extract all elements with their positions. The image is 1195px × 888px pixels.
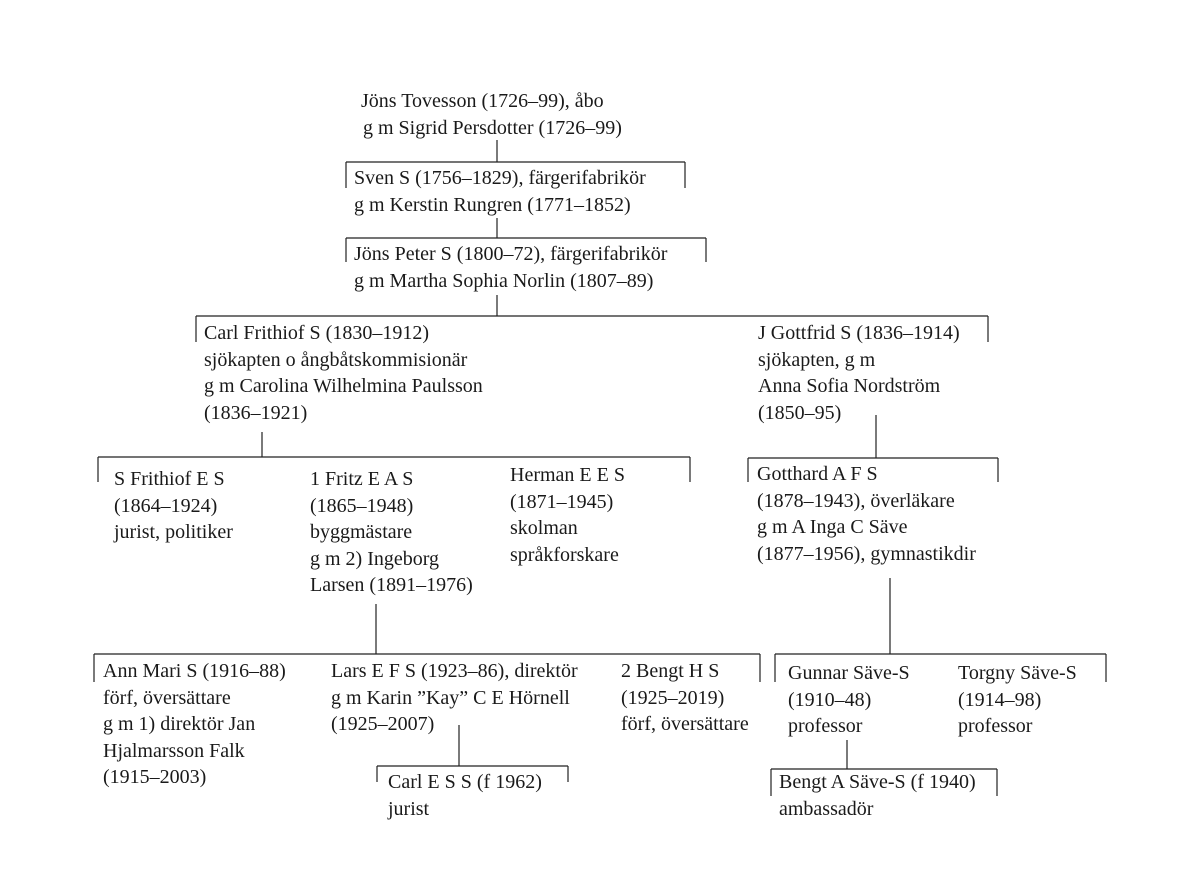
person-line: Gunnar Säve-S (788, 662, 910, 684)
person-line: (1865–1948) (310, 494, 414, 517)
person-line: g m A Inga C Säve (757, 516, 908, 538)
person-carl-frithiof (204, 320, 483, 426)
person-gotthard (757, 461, 976, 567)
person-sven (354, 165, 646, 218)
person-ann-mari (103, 658, 286, 791)
person-bengt-h (621, 658, 749, 738)
person-line: (1925–2019) (621, 686, 725, 709)
person-line: förf, översättare (103, 686, 231, 709)
person-line: 2 Bengt H S (621, 660, 720, 682)
person-torgny (958, 660, 1077, 740)
person-line: g m Kerstin Rungren (1771–1852) (354, 193, 631, 216)
person-line: 1 Fritz E A S (310, 468, 414, 490)
person-line: Anna Sofia Nordström (758, 375, 941, 397)
person-line: jurist (388, 797, 430, 820)
person-line: jurist, politiker (114, 521, 233, 543)
person-line: g m Karin ”Kay” C E Hörnell (331, 686, 570, 709)
person-line: Ann Mari S (1916–88) (103, 660, 286, 682)
person-jons-tovesson (361, 88, 622, 141)
person-line: S Frithiof E S (114, 468, 225, 490)
person-j-gottfrid (758, 320, 960, 426)
person-line: (1864–1924) (114, 494, 218, 517)
person-line: Lars E F S (1923–86), direktör (331, 660, 578, 682)
person-line: sjökapten, g m (758, 348, 876, 371)
person-bengt-a (779, 769, 976, 822)
person-line: Jöns Tovesson (1726–99), åbo (361, 90, 604, 112)
person-fritz (310, 466, 473, 599)
person-line: (1914–98) (958, 688, 1042, 711)
person-line: (1850–95) (758, 401, 842, 424)
person-line: språkforskare (510, 543, 619, 566)
person-line: Sven S (1756–1829), färgerifabrikör (354, 167, 646, 189)
person-line: g m Carolina Wilhelmina Paulsson (204, 375, 483, 397)
person-line: (1878–1943), överläkare (757, 489, 955, 512)
person-line: professor (958, 715, 1033, 737)
person-line: J Gottfrid S (1836–1914) (758, 322, 960, 344)
person-jons-peter (354, 241, 667, 294)
person-line: (1871–1945) (510, 490, 614, 513)
person-line: skolman (510, 517, 578, 539)
person-carl-e (388, 769, 542, 822)
person-line: Bengt A Säve-S (f 1940) (779, 771, 976, 793)
person-line: (1910–48) (788, 688, 872, 711)
person-line: g m Martha Sophia Norlin (1807–89) (354, 269, 654, 292)
person-line: förf, översättare (621, 713, 749, 735)
person-line: Gotthard A F S (757, 463, 878, 485)
person-line: ambassadör (779, 797, 874, 820)
person-line: g m 2) Ingeborg (310, 547, 440, 570)
person-line: Herman E E S (510, 464, 625, 486)
person-lars (331, 658, 578, 738)
person-line: (1836–1921) (204, 401, 308, 424)
person-line: (1877–1956), gymnastikdir (757, 542, 976, 565)
person-line: sjökapten o ångbåtskommisionär (204, 348, 468, 371)
person-line: Carl E S S (f 1962) (388, 771, 542, 793)
person-line: g m 1) direktör Jan (103, 713, 256, 735)
person-line: Carl Frithiof S (1830–1912) (204, 322, 429, 344)
person-line: byggmästare (310, 521, 413, 543)
person-line: (1915–2003) (103, 766, 207, 788)
person-line: Larsen (1891–1976) (310, 574, 473, 596)
person-s-frithiof (114, 466, 233, 546)
person-line: Hjalmarsson Falk (103, 739, 245, 762)
person-line: g m Sigrid Persdotter (1726–99) (363, 116, 622, 139)
person-gunnar (788, 660, 910, 740)
person-line: (1925–2007) (331, 713, 435, 735)
person-line: Torgny Säve-S (958, 662, 1077, 684)
person-line: Jöns Peter S (1800–72), färgerifabrikör (354, 243, 668, 265)
person-herman (510, 462, 625, 568)
person-line: professor (788, 715, 863, 737)
